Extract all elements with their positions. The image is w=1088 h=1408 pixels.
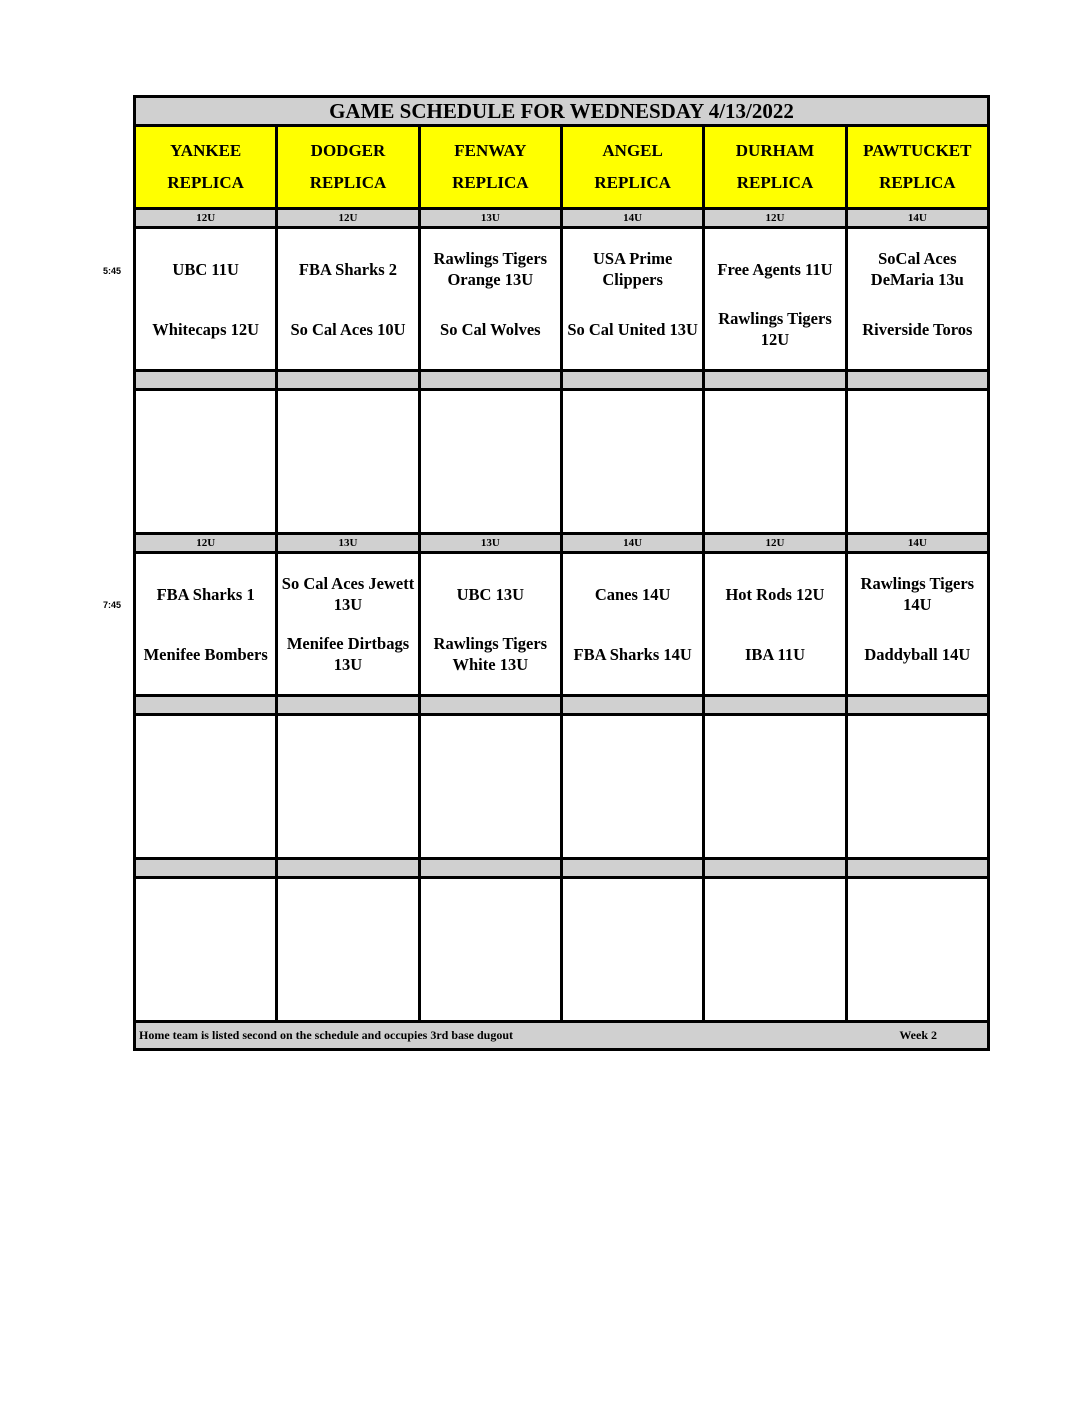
- field-name: PAWTUCKET: [863, 141, 972, 160]
- game-cell: [846, 553, 988, 696]
- division-cell: [846, 859, 988, 878]
- home-team: FBA Sharks 14U: [573, 644, 692, 664]
- division-cell: 12U: [704, 209, 846, 228]
- game-cell: [704, 553, 846, 696]
- game-row: [135, 553, 989, 696]
- empty-cell: [846, 715, 988, 859]
- division-cell: [704, 371, 846, 390]
- home-team: Whitecaps 12U: [152, 319, 260, 339]
- game-cell: [561, 553, 703, 696]
- game-cell: [135, 553, 277, 696]
- field-sub: REPLICA: [879, 173, 956, 192]
- field-name: DURHAM: [735, 141, 815, 160]
- division-row: [135, 534, 989, 553]
- away-team: UBC 13U: [456, 584, 525, 604]
- empty-cell: [419, 878, 561, 1022]
- home-team: Menifee Bombers: [143, 644, 268, 664]
- division-cell: [561, 371, 703, 390]
- home-team: So Cal Wolves: [440, 319, 541, 339]
- away-team: FBA Sharks 2: [298, 259, 398, 279]
- division-cell: [704, 859, 846, 878]
- division-row-empty: [135, 696, 989, 715]
- schedule-table: [133, 95, 990, 1081]
- division-cell: 13U: [419, 209, 561, 228]
- division-cell: [419, 371, 561, 390]
- empty-cell: [846, 878, 988, 1022]
- footer-week: Week 2: [899, 1028, 937, 1042]
- empty-cell: [704, 878, 846, 1022]
- field-name: ANGEL: [602, 141, 663, 160]
- field-header: [135, 126, 277, 209]
- away-team: USA Prime Clippers: [593, 249, 673, 289]
- home-team: Daddyball 14U: [864, 644, 971, 664]
- empty-cell: [561, 390, 703, 534]
- field-sub: REPLICA: [594, 173, 671, 192]
- field-name: FENWAY: [454, 141, 527, 160]
- game-cell: [135, 228, 277, 371]
- division-cell: 12U: [135, 209, 277, 228]
- empty-cell: [561, 878, 703, 1022]
- field-name: DODGER: [310, 141, 386, 160]
- field-sub: REPLICA: [167, 173, 244, 192]
- empty-cell: [135, 878, 277, 1022]
- division-cell: [704, 696, 846, 715]
- game-cell: [277, 553, 419, 696]
- field-sub: REPLICA: [309, 173, 387, 192]
- empty-cell: [135, 715, 277, 859]
- home-team: Menifee Dirtbags 13U: [286, 634, 410, 674]
- division-cell: [846, 696, 988, 715]
- empty-cell: [704, 390, 846, 534]
- division-cell: [561, 859, 703, 878]
- time-label-2: 7:45: [103, 600, 122, 610]
- empty-game-row: [135, 390, 989, 534]
- game-cell: [277, 228, 419, 371]
- away-team: Canes 14U: [594, 584, 671, 604]
- field-header: [419, 126, 561, 209]
- game-cell: [419, 228, 561, 371]
- field-sub: REPLICA: [452, 173, 529, 192]
- time-label-1: 5:45: [103, 266, 122, 276]
- away-team: So Cal Aces Jewett 13U: [281, 574, 415, 614]
- division-row-empty: [135, 371, 989, 390]
- empty-cell: [277, 878, 419, 1022]
- home-team: IBA 11U: [744, 644, 805, 664]
- empty-cell: [419, 390, 561, 534]
- game-cell: [419, 553, 561, 696]
- home-team: Riverside Toros: [862, 319, 973, 339]
- field-header: [704, 126, 846, 209]
- away-team: Hot Rods 12U: [725, 584, 825, 604]
- empty-cell: [277, 715, 419, 859]
- home-team: Rawlings Tigers 12U: [718, 309, 832, 349]
- division-cell: [561, 696, 703, 715]
- away-team: Rawlings Tigers Orange 13U: [433, 249, 548, 289]
- away-team: Free Agents 11U: [717, 259, 833, 279]
- field-header: [277, 126, 419, 209]
- game-cell: [561, 228, 703, 371]
- footer: [135, 1022, 989, 1050]
- away-team: UBC 11U: [172, 259, 239, 279]
- division-cell: 12U: [704, 534, 846, 553]
- home-team: So Cal United 13U: [567, 319, 698, 339]
- field-header: [561, 126, 703, 209]
- division-cell: 14U: [561, 209, 703, 228]
- empty-cell: [846, 390, 988, 534]
- empty-game-row: [135, 878, 989, 1022]
- empty-cell: [277, 390, 419, 534]
- division-cell: 14U: [561, 534, 703, 553]
- home-team: Rawlings Tigers White 13U: [433, 634, 548, 674]
- away-team: Rawlings Tigers 14U: [860, 574, 975, 614]
- empty-cell: [135, 390, 277, 534]
- division-cell: [277, 696, 419, 715]
- division-cell: 12U: [135, 534, 277, 553]
- division-cell: [419, 859, 561, 878]
- empty-cell: [704, 715, 846, 859]
- division-cell: [135, 371, 277, 390]
- empty-cell: [419, 715, 561, 859]
- division-cell: [277, 859, 419, 878]
- division-row-empty: [135, 859, 989, 878]
- division-cell: 13U: [419, 534, 561, 553]
- division-row: [135, 209, 989, 228]
- empty-cell: [561, 715, 703, 859]
- home-team: So Cal Aces 10U: [290, 319, 406, 339]
- division-cell: [846, 371, 988, 390]
- field-header-row: [135, 126, 989, 209]
- empty-game-row: [135, 715, 989, 859]
- away-team: FBA Sharks 1: [156, 584, 255, 604]
- division-cell: [135, 859, 277, 878]
- division-cell: 12U: [277, 209, 419, 228]
- game-cell: [704, 228, 846, 371]
- division-cell: [135, 696, 277, 715]
- division-cell: [277, 371, 419, 390]
- division-cell: 14U: [846, 534, 988, 553]
- game-cell: [846, 228, 988, 371]
- game-row: [135, 228, 989, 371]
- field-name: YANKEE: [170, 141, 242, 160]
- division-cell: 13U: [277, 534, 419, 553]
- schedule-title: GAME SCHEDULE FOR WEDNESDAY 4/13/2022: [135, 97, 989, 126]
- field-header: [846, 126, 988, 209]
- footer-note: Home team is listed second on the schedule and occupies 3rd base dugout: [139, 1028, 514, 1042]
- field-sub: REPLICA: [736, 173, 814, 192]
- division-cell: 14U: [846, 209, 988, 228]
- away-team: SoCal Aces DeMaria 13u: [870, 249, 964, 289]
- division-cell: [419, 696, 561, 715]
